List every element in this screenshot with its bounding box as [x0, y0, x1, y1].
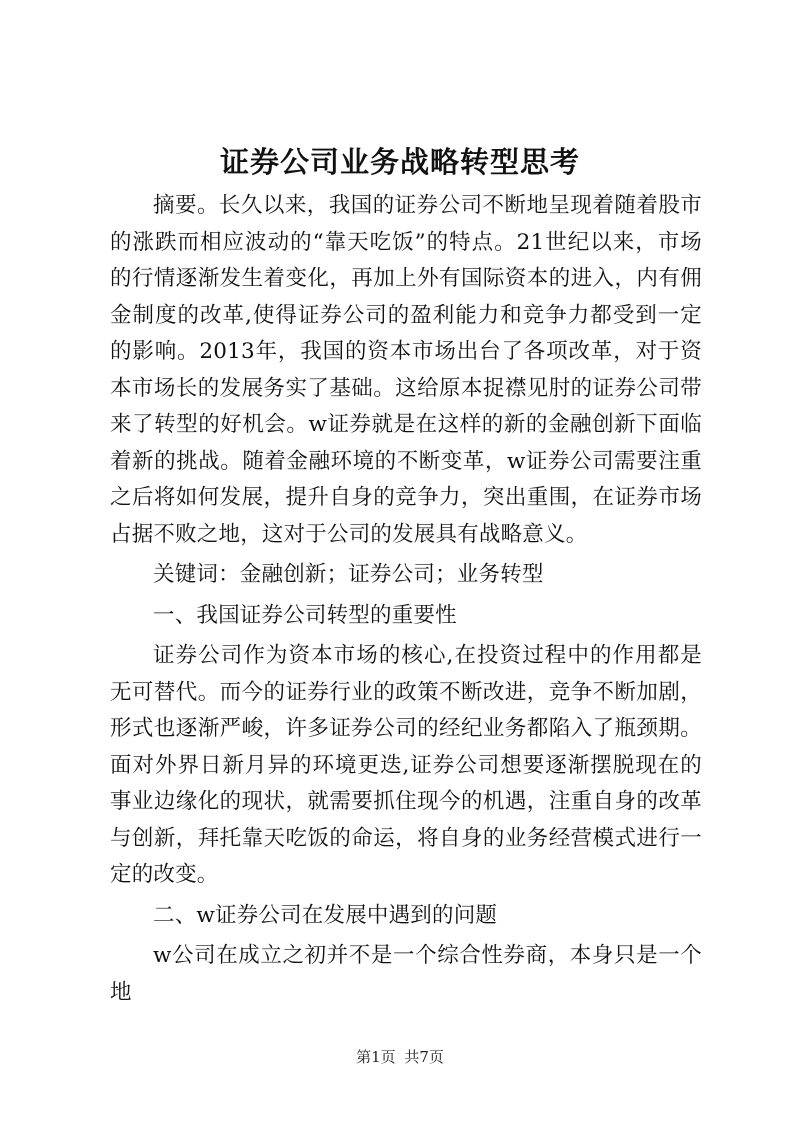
section-2-paragraph: w公司在成立之初并不是一个综合性券商，本身只是一个地	[110, 943, 702, 1005]
section-heading-2: 二、w证券公司在发展中遇到的问题	[153, 902, 498, 928]
section-1-paragraph: 证券公司作为资本市场的核心,在投资过程中的作用都是无可替代。而今的证券行业的政策不断改进，竞争不断加剧，形式也逐渐严峻，许多证券公司的经纪业务都陷入了瓶颈期。面对外界日新月异的环境更迭,证券公司想要逐渐摆脱现在的事业边缘化的现状，就需要抓住现今的机遇，注重自身的改革与创新，拜托靠天吃饭的命运，将自身的业务经营模式进行一定的改变。	[110, 643, 702, 887]
page-footer	[0, 1047, 800, 1067]
keywords-line: 关键词：金融创新；证券公司；业务转型	[153, 562, 544, 587]
document-title: 证券公司业务战略转型思考	[219, 145, 580, 179]
section-heading-1: 一、我国证券公司转型的重要性	[153, 602, 457, 628]
abstract-paragraph: 摘要。长久以来，我国的证券公司不断地呈现着随着股市的涨跌而相应波动的“靠天吃饭”的特点。21世纪以来，市场的行情逐渐发生着变化，再加上外有国际资本的进入，内有佣金制度的改革,使得证券公司的盈利能力和竞争力都受到一定的影响。2013年，我国的资本市场出台了各项改革，对于资本市场长的发展务实了基础。这给原本捉襟见肘的证券公司带来了转型的好机会。w证券就是在这样的新的金融创新下面临着新的挑战。随着金融环境的不断变革，w证券公司需要注重之后将如何发展，提升自身的竞争力，突出重围，在证券市场占据不败之地，这对于公司的发展具有战略意义。	[110, 193, 702, 547]
page-total: 共7页	[404, 1048, 444, 1066]
document-body	[110, 188, 702, 1011]
page-number: 第1页	[356, 1048, 396, 1066]
